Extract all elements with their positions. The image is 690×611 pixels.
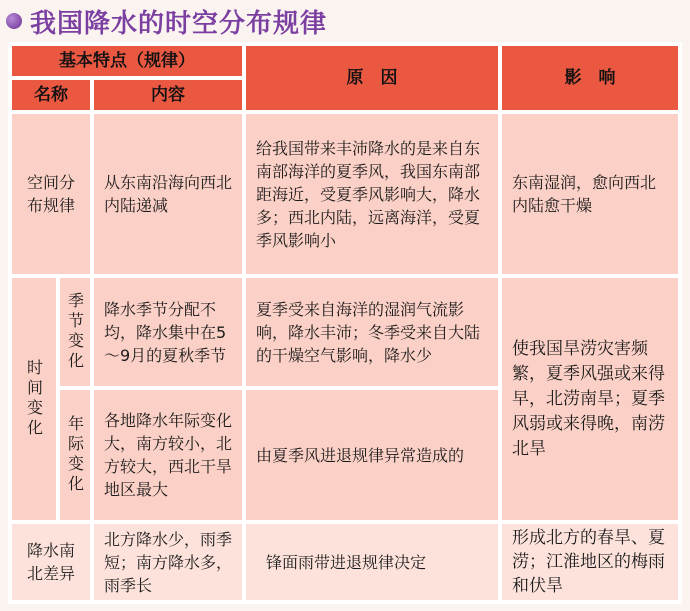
spatial-effect: 东南湿润，愈向西北内陆愈干燥 bbox=[500, 112, 680, 276]
northsouth-effect: 形成北方的春旱、夏涝；江淮地区的梅雨和伏旱 bbox=[500, 522, 680, 602]
annual-name-text: 年际变化 bbox=[65, 415, 85, 495]
northsouth-content: 北方降水少，雨季短；南方降水多，雨季长 bbox=[92, 522, 244, 602]
header-name: 名称 bbox=[10, 78, 92, 112]
northsouth-reason: 锋面雨带进退规律决定 bbox=[244, 522, 500, 602]
annual-reason: 由夏季风进退规律异常造成的 bbox=[244, 388, 500, 522]
annual-content: 各地降水年际变化大，南方较小，北方较大，西北干旱地区最大 bbox=[92, 388, 244, 522]
header-reason: 原 因 bbox=[244, 44, 500, 112]
seasonal-reason: 夏季受来自海洋的湿润气流影响，降水丰沛；冬季受来自大陆的干燥空气影响，降水少 bbox=[244, 276, 500, 388]
seasonal-name bbox=[58, 276, 92, 388]
bullet-icon bbox=[6, 13, 22, 29]
page-title: 我国降水的时空分布规律 bbox=[30, 8, 328, 39]
header-content: 内容 bbox=[92, 78, 244, 112]
spatial-reason: 给我国带来丰沛降水的是来自东南部海洋的夏季风，我国东南部距海近，受夏季风影响大，降水多；西北内陆，远离海洋，受夏季风影响小 bbox=[244, 112, 500, 276]
seasonal-content: 降水季节分配不均，降水集中在5～9月的夏秋季节 bbox=[92, 276, 244, 388]
temporal-name bbox=[10, 276, 58, 522]
northsouth-name: 降水南北差异 bbox=[10, 522, 92, 602]
climate-table bbox=[8, 42, 682, 604]
seasonal-name-text: 季节变化 bbox=[65, 292, 85, 372]
header-basic: 基本特点（规律） bbox=[10, 44, 244, 78]
title-bar bbox=[6, 4, 327, 38]
spatial-content: 从东南沿海向西北内陆递减 bbox=[92, 112, 244, 276]
annual-name bbox=[58, 388, 92, 522]
header-effect: 影 响 bbox=[500, 44, 680, 112]
spatial-name: 空间分布规律 bbox=[10, 112, 92, 276]
temporal-effect: 使我国旱涝灾害频繁，夏季风强或来得早，北涝南旱；夏季风弱或来得晚，南涝北旱 bbox=[500, 276, 680, 522]
temporal-name-text: 时间变化 bbox=[24, 359, 44, 439]
